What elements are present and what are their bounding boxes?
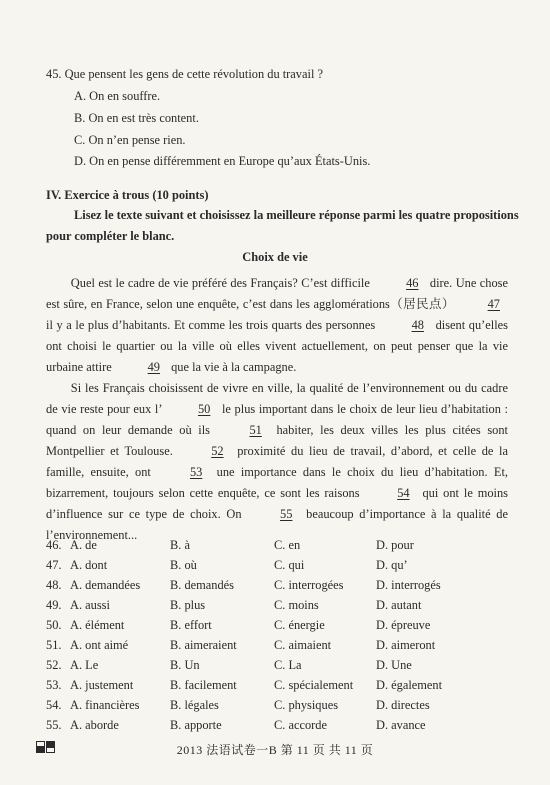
answer-number: 52.: [46, 658, 62, 672]
option-c: C. qui: [274, 558, 305, 572]
option-d: D. avance: [376, 718, 426, 732]
q45-option-c: C. On n’en pense rien.: [74, 133, 186, 147]
option-c: C. moins: [274, 598, 319, 612]
answer-row-49: [46, 596, 516, 615]
section-instruction-1: Lisez le texte suivant et choisissez la meilleure réponse parmi les quatre propositions: [74, 208, 519, 222]
option-c: C. aimaient: [274, 638, 332, 652]
section-instruction-2: pour compléter le blanc.: [46, 229, 175, 243]
option-a: A. aussi: [70, 598, 110, 612]
option-c: C. interrogées: [274, 578, 344, 592]
option-c: C. physiques: [274, 698, 339, 712]
option-d: D. directes: [376, 698, 430, 712]
option-b: B. aimeraient: [170, 638, 237, 652]
option-d: D. pour: [376, 538, 414, 552]
option-b: B. Un: [170, 658, 200, 672]
blank-51: 51: [249, 423, 262, 437]
option-d: D. interrogés: [376, 578, 441, 592]
answer-row-55: [46, 716, 516, 735]
blank-46: 46: [406, 276, 419, 290]
passage-text: Si les Français choisissent de vivre en ville, la qualité de l’environnement ou du cadre de vie reste pour eux l’: [46, 381, 508, 416]
option-d: D. qu’: [376, 558, 408, 572]
option-b: B. plus: [170, 598, 206, 612]
answer-number: 53.: [46, 678, 62, 692]
option-b: B. à: [170, 538, 190, 552]
option-a: A. dont: [70, 558, 108, 572]
option-a: A. de: [70, 538, 97, 552]
answer-number: 49.: [46, 598, 62, 612]
answer-row-51: [46, 636, 516, 655]
blank-53: 53: [189, 465, 203, 479]
option-d: D. épreuve: [376, 618, 431, 632]
q45-option-a: A. On en souffre.: [74, 89, 161, 103]
passage-text: beaucoup d’importance à la qualité de l’environnement...: [46, 507, 508, 542]
answer-row-52: [46, 656, 516, 675]
answer-number: 48.: [46, 578, 62, 592]
passage: [46, 273, 508, 546]
passage-text: une importance dans le choix du lieu d’habitation. Et, bizarrement, toujours selon cette enquête, ce sont les raisons: [46, 465, 508, 500]
answer-number: 55.: [46, 718, 62, 732]
blank-55: 55: [280, 507, 293, 521]
option-c: C. accorde: [274, 718, 327, 732]
q45-option-d: D. On en pense différemment en Europe qu’aux États-Unis.: [74, 154, 371, 168]
option-d: D. aimeront: [376, 638, 436, 652]
passage-text: disent qu’elles ont choisi le quartier ou la ville où elles vivent actuellement, on peut penser que la vie urbaine attire: [46, 318, 508, 374]
text-title: Choix de vie: [242, 250, 308, 264]
option-c: C. spécialement: [274, 678, 354, 692]
option-d: D. Une: [376, 658, 412, 672]
option-a: A. ont aimé: [70, 638, 129, 652]
passage-text: le plus important dans le choix de leur lieu d’habitation : quand on leur demande où ils: [46, 402, 508, 437]
answer-number: 50.: [46, 618, 62, 632]
answer-row-48: [46, 576, 516, 595]
answer-number: 47.: [46, 558, 62, 572]
answer-row-53: [46, 676, 516, 695]
option-c: C. énergie: [274, 618, 325, 632]
blank-52: 52: [211, 444, 224, 458]
option-a: A. élément: [70, 618, 125, 632]
passage-text: Quel est le cadre de vie préféré des Français? C’est difficile: [70, 276, 374, 290]
passage-text: dire. Une chose est sûre, en France, selon une enquête, c’est dans les agglomérations（居民点）: [46, 276, 508, 311]
option-b: B. apporte: [170, 718, 222, 732]
option-a: A. demandées: [70, 578, 141, 592]
q45-stem: 45. Que pensent les gens de cette révolution du travail ?: [46, 67, 323, 81]
passage-paragraph-2: [46, 378, 508, 546]
answer-row-50: [46, 616, 516, 635]
option-a: A. financières: [70, 698, 140, 712]
page-footer: 2013 法语试卷一B 第 11 页 共 11 页: [176, 743, 374, 757]
passage-text: habiter, les deux villes les plus citées sont Montpellier et Toulouse.: [46, 423, 509, 458]
answer-number: 46.: [46, 538, 62, 552]
option-c: C. en: [274, 538, 301, 552]
answer-number: 51.: [46, 638, 62, 652]
answer-number: 54.: [46, 698, 62, 712]
passage-text: que la vie à la campagne.: [168, 360, 297, 374]
option-b: B. légales: [170, 698, 219, 712]
option-a: A. justement: [70, 678, 134, 692]
option-b: B. demandés: [170, 578, 235, 592]
passage-paragraph-1: [46, 273, 508, 378]
blank-50: 50: [197, 402, 211, 416]
q45-option-b: B. On en est très content.: [74, 111, 199, 125]
option-b: B. facilement: [170, 678, 237, 692]
answer-row-54: [46, 696, 516, 715]
option-a: A. Le: [70, 658, 99, 672]
option-d: D. autant: [376, 598, 422, 612]
option-b: B. où: [170, 558, 197, 572]
passage-text: il y a le plus d’habitants. Et comme les trois quarts des personnes: [46, 318, 379, 332]
blank-47: 47: [487, 297, 500, 311]
option-a: A. aborde: [70, 718, 119, 732]
answer-row-46: [46, 536, 516, 555]
option-c: C. La: [274, 658, 302, 672]
answer-row-47: [46, 556, 516, 575]
option-d: D. également: [376, 678, 443, 692]
blank-49: 49: [147, 360, 160, 374]
passage-text: qui ont le moins d’influence sur ce type de choix. On: [46, 486, 508, 521]
option-b: B. effort: [170, 618, 212, 632]
section-title: IV. Exercice à trous (10 points): [46, 188, 209, 202]
blank-48: 48: [411, 318, 424, 332]
passage-text: proximité du lieu de travail, d’abord, et celle de la famille, ensuite, ont: [46, 444, 508, 479]
blank-54: 54: [397, 486, 410, 500]
